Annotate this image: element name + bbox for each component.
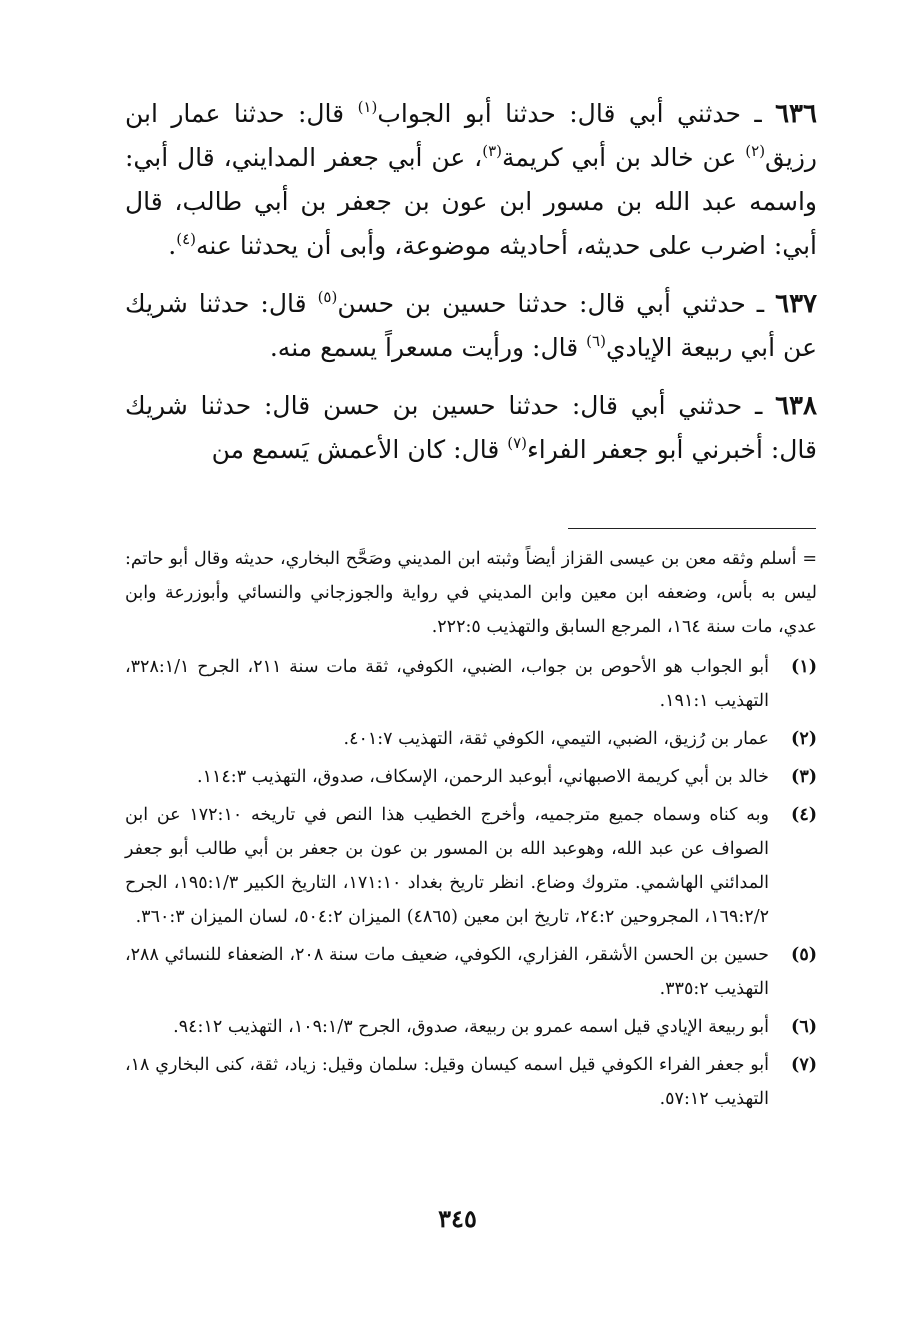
footnote-text: أبو ربيعة الإيادي قيل اسمه عمرو بن ربيعة، صدوق، الجرح ١٠٩:١/٣، التهذيب ٩٤:١٢. — [173, 1017, 769, 1037]
narration-text: قال: ورأيت مسعراً يسمع منه. — [269, 333, 587, 362]
footnote — [125, 722, 817, 756]
footnote-ref: (٤) — [176, 230, 197, 248]
narration-text: عن خالد بن أبي كريمة — [502, 143, 746, 172]
narration-paragraph — [125, 282, 817, 370]
narration-paragraph — [125, 384, 817, 472]
footnote — [125, 938, 817, 1006]
page-number: ٣٤٥ — [438, 1204, 477, 1233]
narration-text: ـ حدثني أبي قال: حدثنا أبو الجواب — [377, 99, 776, 128]
footnote-ref: (٧) — [507, 434, 528, 452]
narration-number: ٦٣٧ — [775, 289, 818, 319]
narration-text: قال: كان الأعمش يَسمع من — [211, 435, 508, 464]
footnote-text: عمار بن رُزيق، الضبي، التيمي، الكوفي ثقة، التهذيب ٤٠١:٧. — [343, 729, 769, 749]
footnote-number: (٤) — [791, 805, 817, 825]
footnote-ref: (٦) — [586, 332, 606, 350]
footnote-text: حسين بن الحسن الأشقر، الفزاري، الكوفي، ضعيف مات سنة ٢٠٨، الضعفاء للنسائي ٢٨٨، التهذيب ٣٣٥:٢. — [125, 945, 769, 999]
narration-number: ٦٣٦ — [775, 99, 817, 129]
footnote-number: (١) — [791, 657, 817, 677]
footnote-text: أبو جعفر الفراء الكوفي قيل اسمه كيسان وقيل: سلمان وقيل: زياد، ثقة، كنى البخاري ١٨، التهذيب ٥٧:١٢. — [125, 1055, 769, 1109]
footnote-number: (٢) — [791, 729, 817, 749]
footnote-ref: (١) — [357, 98, 378, 116]
footnote-ref: (٢) — [745, 142, 766, 160]
footnote-text: أبو الجواب هو الأحوص بن جواب، الضبي، الكوفي، ثقة مات سنة ٢١١، الجرح ٣٢٨:١/١، التهذيب ١٩١:١. — [125, 657, 769, 711]
footnote — [125, 798, 817, 934]
footnote-number: (٥) — [791, 945, 817, 965]
footnote-continuation: = أسلم وثقه معن بن عيسى القزاز أيضاً وثبته ابن المديني وصَحَّح البخاري، حديثه وقال أبو حاتم: ليس به بأس، وضعفه ابن معين وابن المديني في رواية والجوزجاني والنسائي وأبوزرعة وابن عدي، مات سنة ١٦٤، المرجع السابق والتهذيب ٢٢٢:٥. — [125, 549, 817, 637]
narration-text: قال: حدثنا عمار ابن رزيق — [125, 99, 817, 172]
footnote — [125, 1048, 817, 1116]
narration-text: ، عن أبي جعفر المدايني، قال أبي: واسمه عبد الله بن مسور ابن عون بن جعفر بن أبي طالب، قال أبي: اضرب على حديثه، أحاديثه موضوعة، وأبى أن يحدثنا عنه — [125, 143, 817, 260]
footnote-number: (٦) — [791, 1017, 817, 1037]
footnotes — [125, 542, 817, 1120]
footnote-divider — [568, 528, 816, 529]
footnote-number: (٣) — [791, 767, 817, 787]
footnote — [125, 760, 817, 794]
footnote-text: خالد بن أبي كريمة الاصبهاني، أبوعبد الرحمن، الإسكاف، صدوق، التهذيب ١١٤:٣. — [197, 767, 769, 787]
narration-text: . — [168, 231, 177, 260]
narration-number: ٦٣٨ — [775, 391, 817, 421]
narration-text: ـ حدثني أبي قال: حدثنا حسين بن حسن قال: حدثنا شريك قال: أخبرني أبو جعفر الفراء — [125, 391, 817, 464]
narration-text: قال: حدثنا شريك عن أبي ربيعة الإيادي — [125, 289, 817, 362]
footnote-ref: (٣) — [482, 142, 502, 160]
narration-paragraph — [125, 92, 817, 268]
footnote-text: وبه كناه وسماه جميع مترجميه، وأخرج الخطيب هذا النص في تاريخه ١٧٢:١٠ عن ابن الصواف عن عبد الله، وهوعبد الله بن المسور بن عون بن جعفر بن أبي طالب أبو جعفر المدائني الهاشمي. متروك وضاع. انظر تاريخ بغداد ١٧١:١٠، التاريخ الكبير ١٩٥:١/٣، الجرح ١٦٩:٢/٢، المجروحين ٢٤:٢، تاريخ ابن معين (٤٨٦٥) الميزان ٥٠٤:٢، لسان الميزان ٣٦٠:٣. — [125, 805, 770, 927]
footnote-number: (٧) — [791, 1055, 817, 1075]
footnote-list — [125, 650, 817, 1116]
main-text — [125, 92, 817, 486]
footnote — [125, 650, 817, 718]
footnote-ref: (٥) — [317, 288, 338, 306]
footnote — [125, 1010, 817, 1044]
narration-text: ـ حدثني أبي قال: حدثنا حسين بن حسن — [337, 289, 776, 318]
